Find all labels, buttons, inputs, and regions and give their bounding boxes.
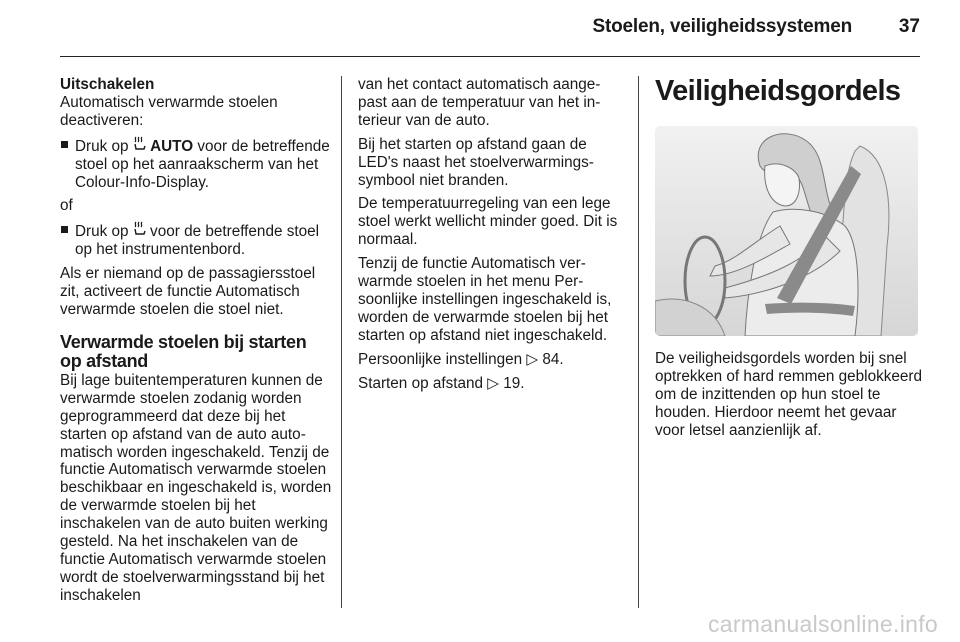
page-number: 37 [898,16,920,37]
square-bullet-icon [61,141,68,148]
passenger-note: Als er niemand op de passagiersstoel zit, activeert de functie Automatisch verwarmde stoelen die stoel niet. [60,265,316,318]
bullet-text: Druk op [75,137,133,155]
continuation-text: van het contact automatisch aangepast aan de temperatuur van het interieur van de auto. [358,76,601,129]
column-2 [358,76,624,399]
seatbelt-illustration [655,126,918,336]
column-divider [638,76,639,608]
cross-reference[interactable]: Starten op afstand ▷ 19. [358,374,525,392]
remote-start-body: Bij lage buitentemperaturen kunnen de verwarmde stoelen zodanig worden geprogrammeerd dat deze bij het starten op afstand van de auto automatisch worden ingeschakeld. Tenzij de functie Automatisch verwarmde stoelen beschikbaar en ingeschakeld is, worden de verwarmde stoelen bij het inschakelen van de auto buiten werking gesteld. Na het inschakelen van de functie Automatisch verwarmde stoelen wordt de stoelverwarmingsstand bij het inschakelen [60,371,332,604]
list-item [60,221,332,259]
watermark: carmanualsonline.info [707,611,938,637]
page-reference-arrow-icon: ▷ [487,374,504,392]
bullet-text: voor de betreffende stoel op het aanraakscherm van het Colour-Info-Display. [75,137,330,191]
square-bullet-icon [61,226,68,233]
seat-heating-icon [133,223,146,239]
bullet-text: Druk op [75,223,133,241]
section-heading-seatbelts: Veiligheidsgordels [655,75,901,107]
subheading-uitschakelen: Uitschakelen [60,76,155,93]
empty-seat-note: De temperatuurregeling van een lege stoel werkt wellicht minder goed. Dit is normaal. [358,195,618,249]
column-3 [655,76,923,106]
intro-text: Automatisch verwarmde stoelen deactiveren: [60,93,278,129]
header-divider [60,56,920,57]
column-divider [341,76,342,608]
auto-label: AUTO [150,137,194,155]
column-1 [60,76,332,611]
led-note: Bij het starten op afstand gaan de LED's naast het stoelverwarmingssymbool niet branden. [358,135,594,189]
reference-page[interactable]: 19 [503,374,521,392]
or-text: of [60,197,73,215]
menu-note: Tenzij de functie Automatisch verwarmde stoelen in het menu Persoonlijke instellingen ingeschakeld is, worden de verwarmde stoelen bij het starten op afstand niet ingeschakeld. [358,255,612,344]
bullet-text: voor de betreffende stoel op het instrumentenbord. [75,223,320,259]
seat-heating-icon [133,138,146,154]
section-heading-remote-start: Verwarmde stoelen bij starten op afstand [60,331,307,372]
cross-reference[interactable]: Persoonlijke instellingen ▷ 84. [358,350,564,368]
page-reference-arrow-icon: ▷ [526,350,543,368]
reference-page[interactable]: 84 [542,350,560,368]
list-item [60,136,332,192]
seatbelt-description: De veiligheidsgordels worden bij snel optrekken of hard remmen geblokkeerd om de inzittenden op hun stoel te houden. Hierdoor neemt het gevaar voor letsel aanzienlijk af. [655,350,922,439]
page-title: Stoelen, veiligheidssystemen [592,16,852,37]
